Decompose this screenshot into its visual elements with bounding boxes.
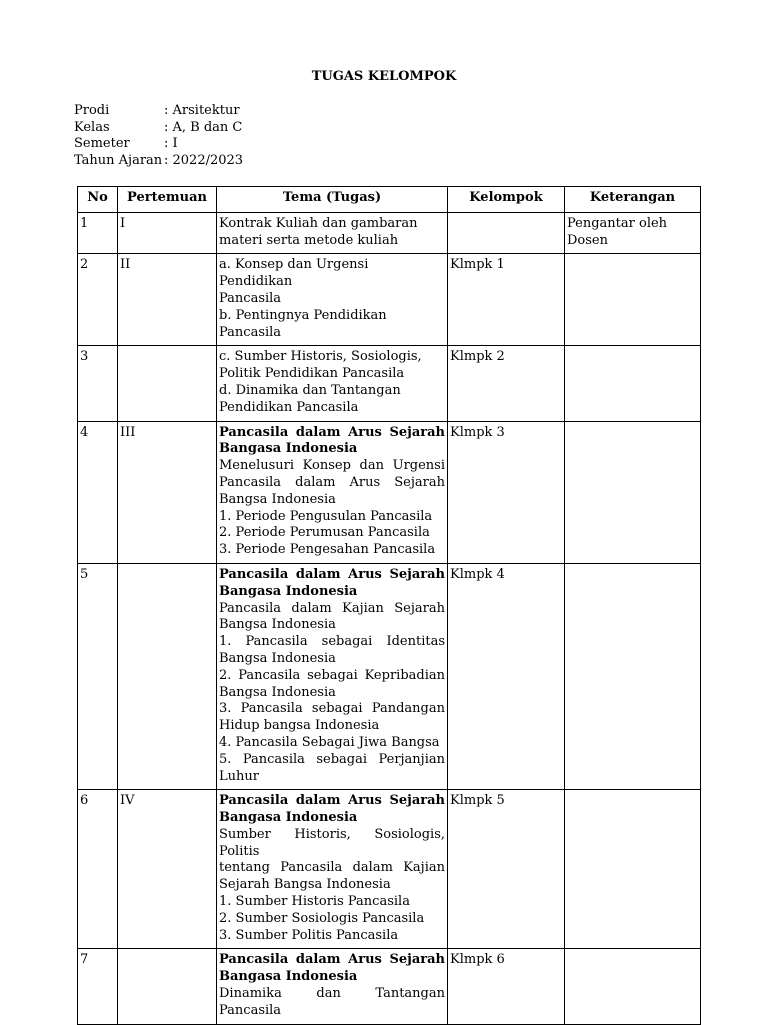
tema-line: Pancasila dalam Kajian Sejarah: [219, 600, 445, 616]
table-row: [78, 212, 701, 254]
cell-kelompok: Klmpk 4: [448, 563, 565, 789]
meta-label: Prodi: [74, 103, 110, 118]
cell-no: 6: [78, 790, 118, 949]
cell-kelompok: [448, 212, 565, 254]
tema-line: Bangasa Indonesia: [219, 583, 358, 599]
tema-line: Hidup bangsa Indonesia: [219, 718, 380, 734]
task-table: [77, 186, 701, 1025]
table-row: [78, 563, 701, 789]
cell-tema: [217, 254, 448, 346]
cell-no: 5: [78, 563, 118, 789]
cell-kelompok: Klmpk 6: [448, 949, 565, 1024]
tema-line: 3. Pancasila sebagai Pandangan: [219, 701, 445, 717]
tema-line: Pendidikan Pancasila: [219, 399, 359, 415]
document-title: TUGAS KELOMPOK: [311, 69, 457, 84]
tema-line: 1. Sumber Historis Pancasila: [219, 894, 410, 910]
tema-line: Pancasila: [219, 290, 282, 306]
cell-keterangan: [565, 563, 701, 789]
tema-line: a. Konsep dan Urgensi Pendidikan: [219, 257, 369, 290]
tema-line: Dinamika dan Tantangan Pancasila: [219, 986, 445, 1018]
tema-line: Bangsa Indonesia: [219, 684, 336, 700]
tema-line: Pancasila dalam Arus Sejarah: [219, 793, 445, 809]
cell-pertemuan: [118, 563, 217, 789]
cell-no: 2: [78, 254, 118, 346]
cell-pertemuan: [118, 346, 217, 421]
cell-keterangan: [565, 949, 701, 1024]
tema-line: c. Sumber Historis, Sosiologis,: [219, 349, 422, 365]
tema-line: tentang Pancasila dalam Kajian: [219, 860, 445, 876]
cell-keterangan: [565, 254, 701, 346]
header-pertemuan: Pertemuan: [118, 187, 217, 213]
tema-line: Pancasila dalam Arus Sejarah: [219, 474, 445, 490]
tema-line: 2. Periode Perumusan Pancasila: [219, 525, 430, 541]
cell-kelompok: Klmpk 2: [448, 346, 565, 421]
cell-no: 1: [78, 212, 118, 254]
tema-line: 3. Periode Pengesahan Pancasila: [219, 542, 436, 558]
table-header-row: [78, 187, 701, 213]
cell-kelompok: Klmpk 5: [448, 790, 565, 949]
cell-no: 4: [78, 421, 118, 563]
document-meta: [74, 103, 243, 169]
tema-line: Luhur: [219, 768, 259, 784]
cell-pertemuan: III: [118, 421, 217, 563]
tema-line: d. Dinamika dan Tantangan: [219, 382, 401, 398]
tema-line: 2. Sumber Sosiologis Pancasila: [219, 910, 425, 926]
tema-line: materi serta metode kuliah: [219, 232, 399, 248]
tema-line: Bangasa Indonesia: [219, 810, 358, 826]
table-row: [78, 346, 701, 421]
table-row: [78, 949, 701, 1024]
meta-row-kelas: [74, 120, 243, 137]
cell-keterangan: Pengantar oleh Dosen: [565, 212, 701, 254]
cell-pertemuan: [118, 949, 217, 1024]
meta-value: : A, B dan C: [164, 119, 243, 135]
header-keterangan: Keterangan: [565, 187, 701, 213]
cell-tema: [217, 212, 448, 254]
cell-kelompok: Klmpk 1: [448, 254, 565, 346]
meta-label: Semeter: [74, 136, 130, 151]
meta-row-semeter: [74, 136, 243, 153]
tema-line: 4. Pancasila Sebagai Jiwa Bangsa: [219, 734, 440, 750]
table-body: [78, 212, 701, 1024]
tema-line: Kontrak Kuliah dan gambaran: [219, 215, 418, 231]
tema-line: 2. Pancasila sebagai Kepribadian: [219, 667, 445, 683]
meta-value: : I: [164, 136, 178, 151]
tema-line: Sejarah Bangsa Indonesia: [219, 877, 391, 893]
cell-keterangan: [565, 346, 701, 421]
tema-line: 1. Periode Pengusulan Pancasila: [219, 508, 433, 524]
meta-row-tahun-ajaran: [74, 153, 243, 170]
cell-kelompok: Klmpk 3: [448, 421, 565, 563]
tema-line: 5. Pancasila sebagai Perjanjian: [219, 751, 445, 767]
tema-line: Pancasila dalam Arus Sejarah: [219, 566, 445, 582]
meta-value: : 2022/2023: [164, 152, 244, 168]
cell-pertemuan: IV: [118, 790, 217, 949]
cell-no: 3: [78, 346, 118, 421]
cell-keterangan: [565, 421, 701, 563]
tema-line: Menelusuri Konsep dan Urgensi: [219, 458, 445, 474]
header-no: No: [78, 187, 118, 213]
tema-line: Sumber Historis, Sosiologis, Politis: [219, 826, 445, 859]
tema-line: Bangsa Indonesia: [219, 617, 336, 633]
tema-line: Bangasa Indonesia: [219, 441, 358, 457]
tema-line: Bangsa Indonesia: [219, 650, 336, 666]
table-row: [78, 790, 701, 949]
cell-tema: [217, 346, 448, 421]
cell-tema: [217, 421, 448, 563]
meta-value: : Arsitektur: [164, 103, 240, 118]
cell-tema: [217, 563, 448, 789]
table-row: [78, 421, 701, 563]
cell-pertemuan: II: [118, 254, 217, 346]
tema-line: Politik Pendidikan Pancasila: [219, 366, 405, 382]
tema-line: Pancasila dalam Arus Sejarah: [219, 952, 445, 968]
cell-tema: [217, 949, 448, 1024]
cell-no: 7: [78, 949, 118, 1024]
tema-line: b. Pentingnya Pendidikan Pancasila: [219, 307, 387, 340]
cell-tema: [217, 790, 448, 949]
table-row: [78, 254, 701, 346]
cell-pertemuan: I: [118, 212, 217, 254]
tema-line: 3. Sumber Politis Pancasila: [219, 927, 399, 943]
meta-label: Tahun Ajaran: [74, 152, 163, 168]
tema-line: 1. Pancasila sebagai Identitas: [219, 634, 445, 650]
header-kelompok: Kelompok: [448, 187, 565, 213]
meta-row-prodi: [74, 103, 243, 120]
tema-line: Bangsa Indonesia: [219, 491, 336, 507]
header-tema: Tema (Tugas): [217, 187, 448, 213]
tema-line: Pancasila dalam Arus Sejarah: [219, 424, 445, 440]
cell-keterangan: [565, 790, 701, 949]
meta-label: Kelas: [74, 119, 110, 135]
tema-line: Bangasa Indonesia: [219, 969, 358, 985]
